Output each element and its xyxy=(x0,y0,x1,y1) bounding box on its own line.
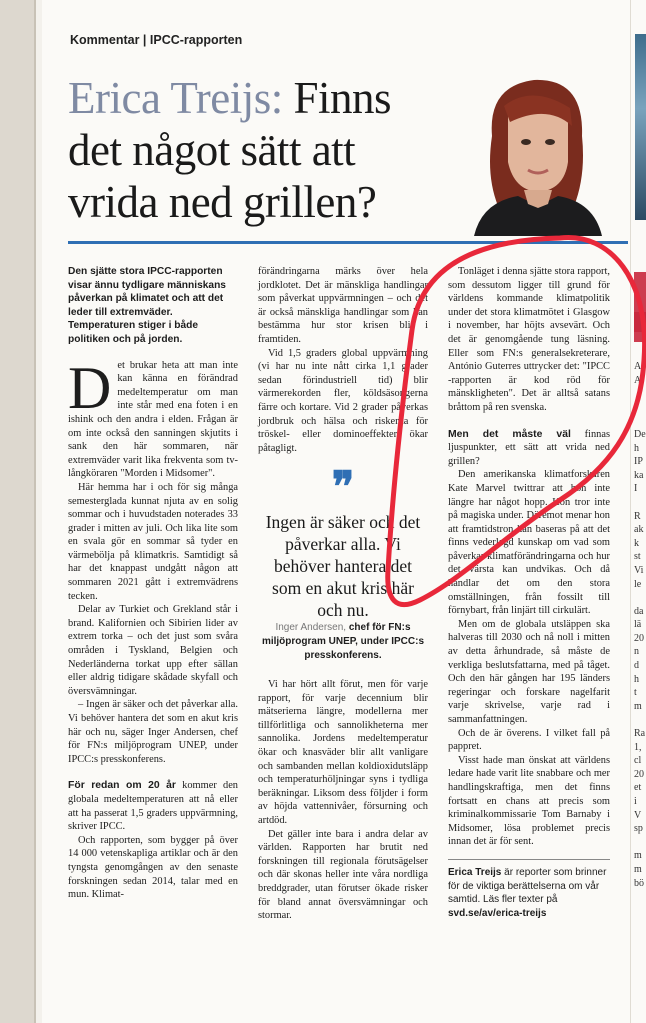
column-3 xyxy=(448,265,610,920)
paragraph: Vi har hört allt förut, men för varje rapport, för varje decennium blir mätserierna längre, modellerna mer tillförlitliga och sannolikheterna mer sannolika. Jordens medeltemperatur ökar och knasväder blir allt vanligare och sambanden mellan koldioxidutsläpp och temperaturhöljningar syns i tydliga beräkningar. Liksom dess följder i form av höjda vattennivåer, försurning och artdöd. xyxy=(258,679,428,827)
headline-rule xyxy=(68,241,628,244)
paragraph: – Ingen är säker och det påverkar alla. Vi behöver hantera det som en akut kris här och nu, säger Inger Andersen, chef för FN:s miljöprogram UNEP, under IPCC:s presskonferens. xyxy=(68,699,238,765)
adjacent-text-fragment: A A I De h IP ka I R ak k st Vi le da lä 20 n d h t m Ra 1, cl 20 et i V sp m m bö xyxy=(634,361,646,889)
paragraph: Det gäller inte bara i andra delar av världen. Rapporten har brutit ned forskningen till regionala förutsägelser och där skonas heller inte våra nordliga breddgrader, utan förutser ökade risker för bland annat översvämningar och stormar. xyxy=(258,828,428,922)
paragraph: Men om de globala utsläppen ska halveras till 2030 och nå noll i mitten av detta århundrade, så måste de verkliga beslutsfattarna, med på tåget. Och den här gången har 195 länders regeringar och forskare nagelfarit varje skrivelse, varje rad i sammanfattningen. xyxy=(448,618,610,725)
quote-mark-icon: ❞ xyxy=(331,463,355,511)
bio-divider xyxy=(448,859,610,860)
bio-name: Erica Treijs xyxy=(448,866,502,878)
paragraph: Och rapporten, som bygger på över 14 000 vetenskapliga artiklar och är den tyngsta genomgången av den senaste forskningen sedan 2014, talar med en mun. Klimat- xyxy=(68,834,238,901)
pull-quote: Ingen är säker och det påverkar alla. Vi behöver hantera det som en akut kris här och nu. xyxy=(265,512,421,621)
paragraph: Vid 1,5 graders global uppvärmning (vi har nu inte nått cirka 1,1 grader sedan förindustriell tid) blir värmerekorden fler, köldsäsongerna färre och kortare. Vid 2 grader påverkas jordbruk och hälsa och riskerna för tröskel- eller dominoeffekter ökar påtagligt. xyxy=(258,347,428,454)
lede: Den sjätte stora IPCC-rapporten visar ännu tydligare människans påverkan på klimatet och att det leder till extremväder. Temperaturen stiger i både politiken och på jorden. xyxy=(68,266,226,345)
attribution-name: Inger Andersen, xyxy=(275,622,347,634)
paragraph xyxy=(68,354,238,481)
headline xyxy=(68,72,448,228)
subhead-lead: Men det måste väl xyxy=(448,428,571,440)
page-gutter xyxy=(0,0,36,1023)
author-portrait xyxy=(452,66,622,236)
paragraph xyxy=(68,779,238,833)
column-1 xyxy=(68,265,238,902)
paragraph: Delar av Turkiet och Grekland står i brand. Kalifornien och Sibirien lider av extrem torka – och det just som svåra områden i Tyskland, Belgien och Nederländerna torkat upp efter sällan eller aldrig tidigare skådade skyfall och översvämningar. xyxy=(68,604,238,697)
quote-attribution xyxy=(258,621,428,662)
subhead-lead: För redan om 20 år xyxy=(68,780,176,792)
attribution-role: chef för FN:s miljöprogram UNEP, under IPCC:s presskonferens. xyxy=(261,622,425,661)
bio-link[interactable]: svd.se/av/erica-treijs xyxy=(448,907,547,919)
paragraph-text: et brukar heta att man inte kan känna en förändrad medeltemperatur om man inte står med ena foten i en ishink och den andra i elden. Frågan är om inte också den sanningen skjutits i sank den här sommaren, när extremväder varit lika frekventa som tv-långköraren "Morden i Midsomer". xyxy=(68,359,238,480)
headline-text: Finns det något sätt att vrida ned grillen? xyxy=(68,73,392,227)
column-2 xyxy=(258,265,428,923)
adjacent-red-block-2 xyxy=(634,312,646,342)
paragraph: Den amerikanska klimatforskaren Kate Marvel twittrar att hon inte längre har något hopp. Hon tror inte på magiska under. Däremot menar hon att framtidstron kan baseras på att det finns vederlagd kunskap om vad som påverkar klimatförändringarna och hur det värsta kan undvikas. Och då handlar det om den stora omställningen, från fossilt till förnybart, från linjärt till cirkulärt. xyxy=(448,469,610,617)
bio-text: är reporter som brinner för de viktiga berättelserna om vår samtid. Läs fler texter på xyxy=(448,866,607,906)
adjacent-page-strip xyxy=(630,0,646,1023)
paragraph xyxy=(448,428,610,469)
paragraph: Visst hade man önskat att världens ledare hade varit lite snabbare och mer handlingskraftiga, men det finns fortsatt en chans att precis som kriminalkommissarie Tom Barnaby i Midsomer, lösa problemet precis innan det är för sent. xyxy=(448,754,610,848)
headline-author: Erica Treijs: xyxy=(68,73,283,123)
drop-cap: D xyxy=(68,354,112,421)
paragraph: förändringarna märks över hela jordklotet. Det är mänskliga handlingar som påverkat uppvärmningen – och det är också mänskliga handlingar som kan bestämma hur stor krisen blir i framtiden. xyxy=(258,266,428,345)
paragraph: Här hemma har i och för sig många semesterglada kunnat njuta av en solig sommar och i huvudstaden noterades 33 grader i mitten av juli. Och lika lite som en svala gör en sommar så tyder en värmebölja på klimatkris. Samtidigt så har det knappast undgått någon att sommaren 2021 gått i extremvädrens tecken. xyxy=(68,481,238,602)
adjacent-photo xyxy=(635,34,646,220)
author-bio xyxy=(448,866,610,920)
paragraph: Tonläget i denna sjätte stora rapport, som dessutom ligger till grund för världens kommande klimatpolitik under det stora klimatmötet i Glasgow i november, har höjts avsevärt. Och det är genomgående tung läsning. Eller som FN:s generalsekreterare, António Guterres uttrycker det: "IPCC -rapporten är kod röd för mänskligheten". Det är alltså satans bråttom på ren svenska. xyxy=(448,266,610,413)
paragraph-text: kommer den globala medeltemperaturen att nå eller att ha passerat 1,5 graders uppvärmning, skriver IPCC. xyxy=(68,780,239,833)
paragraph: Och de är överens. I vilket fall på pappret. xyxy=(448,727,610,753)
paragraph-text: finnas ljuspunkter, ett sätt att vrida ned grillen? xyxy=(448,428,610,467)
kicker: Kommentar | IPCC-rapporten xyxy=(70,33,243,47)
